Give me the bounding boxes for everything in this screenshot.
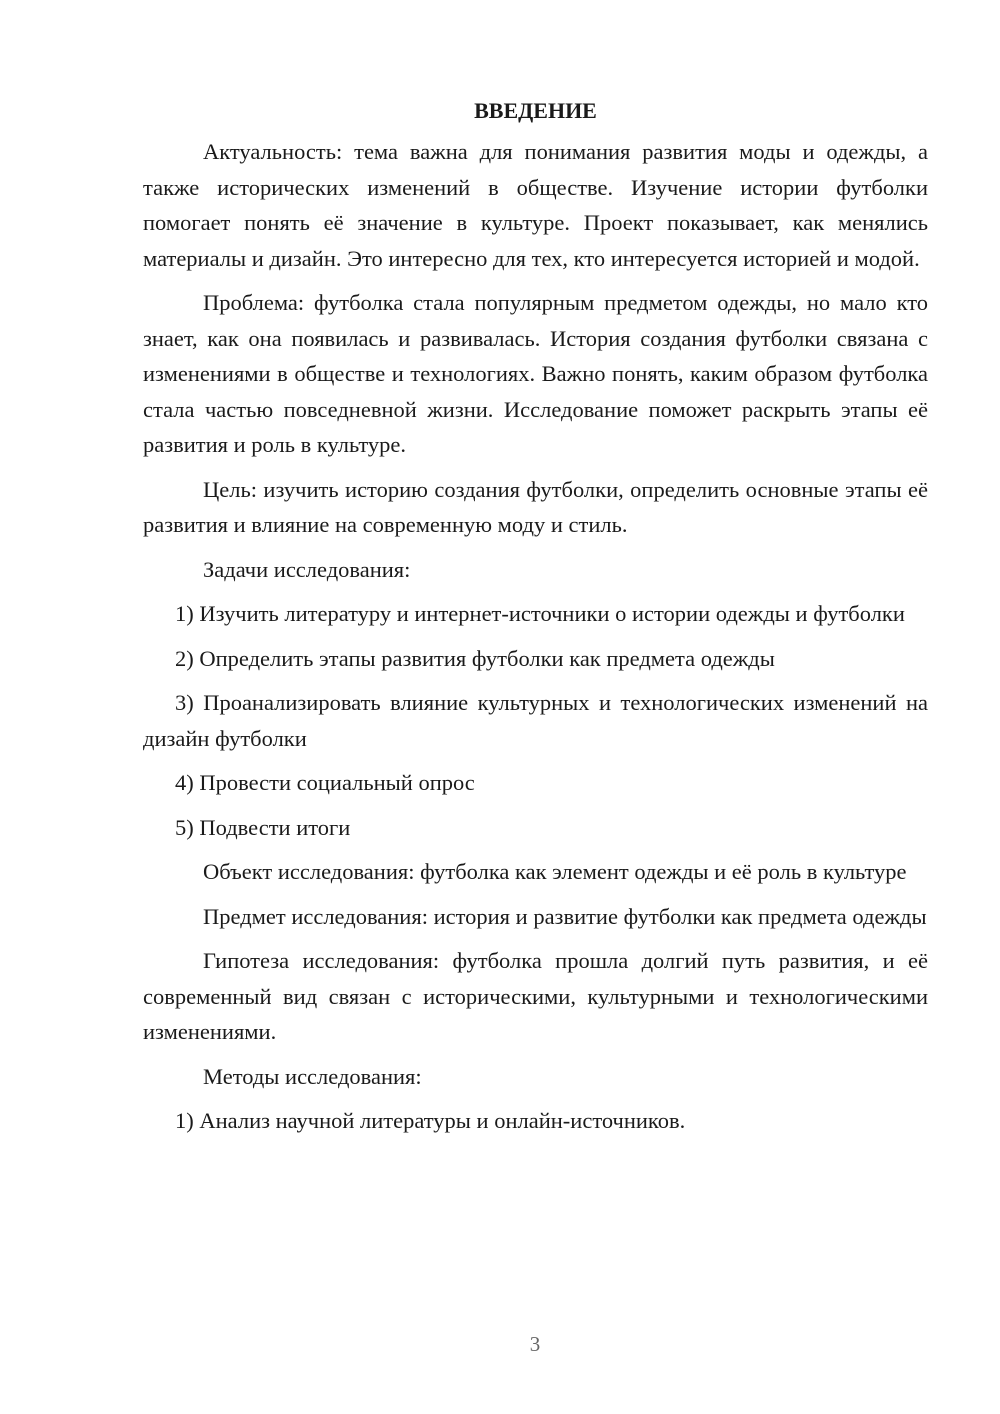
goal-paragraph: Цель: изучить историю создания футболки, определить основные этапы её развития и влияние на современную моду и стиль. [143, 476, 928, 537]
relevance-paragraph: Актуальность: тема важна для понимания развития моды и одежды, а также исторических изменений в обществе. Изучение истории футболки помогает понять её значение в культуре. Проект показывает, как менялись материалы и дизайн. Это интересно для тех, кто интересуется историей и модой. [143, 139, 928, 271]
page-number: 3 [529, 1332, 541, 1356]
subject-paragraph: Предмет исследования: история и развитие футболки как предмета одежды [203, 903, 927, 929]
hypothesis-paragraph: Гипотеза исследования: футболка прошла долгий путь развития, и её современный вид связан с историческими, культурными и технологическими изменениями. [143, 948, 928, 1044]
method-item-1: 1) Анализ научной литературы и онлайн-источников. [175, 1108, 686, 1133]
problem-paragraph: Проблема: футболка стала популярным предметом одежды, но мало кто знает, как она появилась и развивалась. История создания футболки связана с изменениями в обществе и технологиях. Важно понять, каким образом футболка стала частью повседневной жизни. Исследование поможет раскрыть этапы её развития и роль в культуре. [143, 290, 928, 457]
object-paragraph: Объект исследования: футболка как элемент одежды и её роль в культуре [203, 859, 907, 884]
task-item-4: 4) Провести социальный опрос [175, 770, 475, 795]
document-page [143, 96, 928, 1148]
task-item-1: 1) Изучить литературу и интернет-источники о истории одежды и футболки [175, 601, 905, 626]
task-item-3: 3) Проанализировать влияние культурных и технологических изменений на дизайн футболки [143, 690, 928, 751]
tasks-heading: Задачи исследования: [203, 556, 411, 582]
task-item-2: 2) Определить этапы развития футболки как предмета одежды [175, 645, 775, 671]
task-item-5: 5) Подвести итоги [175, 814, 351, 840]
page-title: ВВЕДЕНИЕ [474, 98, 597, 123]
methods-heading: Методы исследования: [203, 1063, 422, 1089]
